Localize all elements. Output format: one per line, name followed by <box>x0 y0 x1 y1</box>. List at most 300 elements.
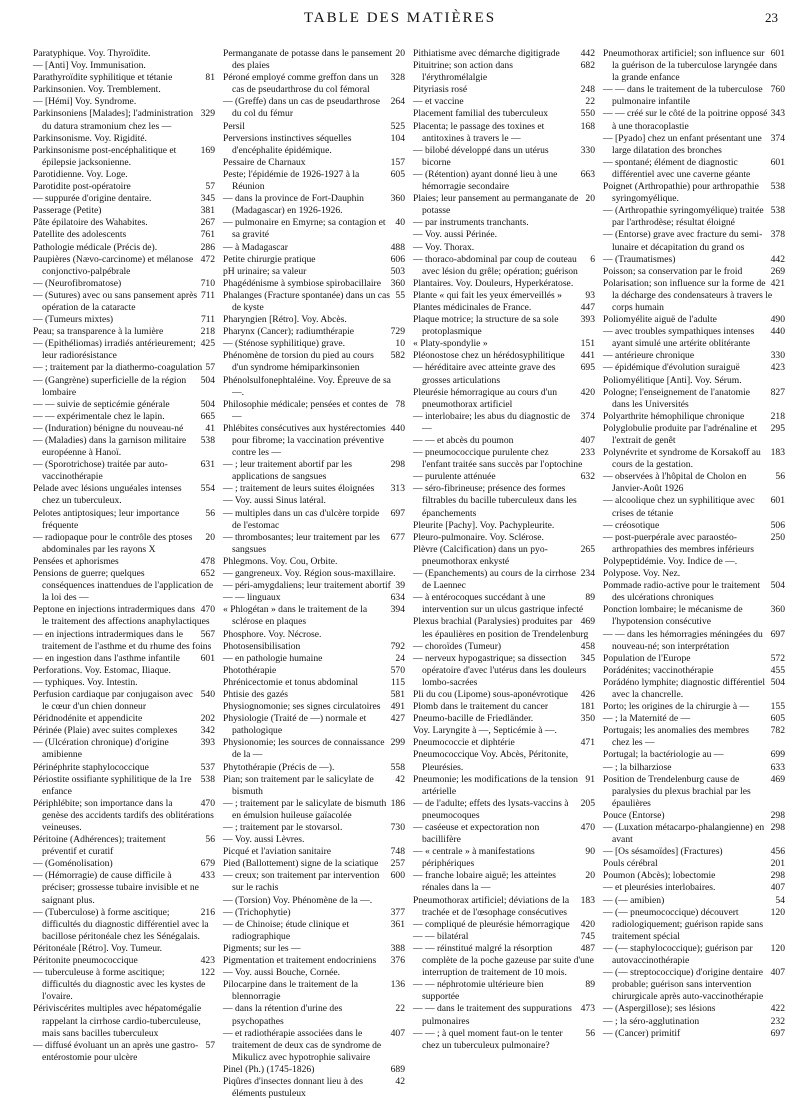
entry-text: Phénomène de torsion du pied au cours d'un syndrome hémiparkinsonien <box>223 350 374 374</box>
entry-text: Phtisie des gazés <box>223 688 289 700</box>
index-entry <box>33 181 215 193</box>
index-entry <box>33 108 215 132</box>
index-entry <box>603 701 785 713</box>
entry-text: — diffusé évoluant un an après une gastro-entérostomie pour ulcère <box>33 1039 199 1063</box>
entry-text: — avec troubles sympathiques intenses ayant simulé une artérite oblitérante <box>603 326 755 350</box>
entry-page-number: 57 <box>205 1039 215 1051</box>
index-entry <box>413 302 595 314</box>
index-entry <box>223 217 405 241</box>
entry-page-number: 374 <box>770 132 785 144</box>
entry-text: — (Induration) bénigne du nouveau-né <box>33 422 184 434</box>
index-entry <box>603 205 785 229</box>
entry-page-number: 54 <box>775 894 785 906</box>
entry-page-number: 581 <box>390 688 405 700</box>
entry-page-number: 679 <box>200 858 215 870</box>
entry-text: Polarisation; son influence sur la forme de la décharge des condensateurs à travers le corps humain <box>603 277 773 313</box>
index-entry <box>413 979 595 1003</box>
entry-text: — thoraco-abdominal par coup de couteau avec lésion du grêle; opération; guérison <box>413 253 578 277</box>
index-entry <box>413 919 595 931</box>
entry-text: — péri-amygdaliens; leur traitement abortif <box>223 580 391 592</box>
entry-text: Patellite des adolescents <box>33 229 127 241</box>
index-entry <box>223 169 405 193</box>
entry-text: Pneumothorax artificiel; son influence sur la guérison de la tuberculose laryngée dans la grande enfance <box>603 48 778 84</box>
entry-page-number: 407 <box>770 882 785 894</box>
index-entry <box>413 435 595 447</box>
index-entry <box>33 459 215 483</box>
entry-text: Physiologie (Traité de —) normale et pathologique <box>223 713 367 737</box>
entry-text: Plèvre (Calcification) dans un pyo-pneumothorax enkysté <box>413 543 548 567</box>
index-entry <box>33 217 215 229</box>
index-entry <box>33 326 215 338</box>
entry-page-number: 407 <box>770 967 785 979</box>
entry-text: — — dans le traitement de la tuberculose pulmonaire infantile <box>603 84 763 108</box>
entry-page-number: 298 <box>770 870 785 882</box>
entry-text: — Voy. aussi Bouche, Cornée. <box>223 967 341 979</box>
index-entry <box>33 483 215 507</box>
entry-text: Perversions instinctives séquelles d'encéphalite épidémique. <box>223 132 352 156</box>
index-entry <box>413 447 595 471</box>
index-entry <box>33 532 215 556</box>
index-entry <box>413 1028 595 1052</box>
entry-text: — (Rétention) ayant donné lieu à une hémorragie secondaire <box>413 168 558 193</box>
entry-text: Pharynx (Cancer); radiumthérapie <box>223 326 355 338</box>
index-entry <box>223 737 405 761</box>
index-entry <box>223 568 405 580</box>
entry-text: Passerage (Petite) <box>33 205 102 217</box>
entry-page-number: 440 <box>390 422 405 434</box>
entry-text: — bilobé développé dans un utérus bicorne <box>413 144 549 168</box>
index-entry <box>603 157 785 181</box>
index-entry <box>413 483 595 519</box>
index-entry <box>223 1028 405 1064</box>
entry-text: — à Madagascar <box>223 241 288 253</box>
entry-text: Peptone en injections intradermiques dans le traitement des affections anaphylactiques <box>33 604 210 628</box>
entry-page-number: 91 <box>585 773 595 785</box>
entry-text: — [Os sésamoïdes] (Fractures) <box>603 846 723 858</box>
entry-text: — gangreneux. Voy. Région sous-maxillaire. <box>223 568 396 580</box>
index-entry <box>603 822 785 846</box>
entry-text: Parkinsonisme. Voy. Rigidité. <box>33 132 147 144</box>
index-entry <box>413 520 595 532</box>
entry-page-number: 360 <box>390 277 405 289</box>
entry-text: Pommade radio-active pour le traitement des ulcérations chroniques <box>603 580 761 604</box>
entry-text: Pian; son traitement par le salicylate de bismuth <box>223 773 374 797</box>
entry-text: Porádénites; vaccinothérapie <box>603 664 714 676</box>
entry-page-number: 792 <box>390 640 405 652</box>
entry-text: — ; traitement par la diathermo-coagulation <box>33 362 203 374</box>
entry-text: — observées à l'hôpital de Cholon en Janvier-Août 1926 <box>603 471 747 495</box>
index-entry <box>603 1028 785 1040</box>
entry-text: — Voy. aussi Lèvres. <box>223 834 305 846</box>
index-entry <box>223 1003 405 1027</box>
index-entry <box>33 133 215 145</box>
entry-page-number: 442 <box>580 48 595 59</box>
entry-page-number: 540 <box>200 688 215 700</box>
entry-page-number: 374 <box>580 410 595 422</box>
entry-page-number: 827 <box>770 386 785 398</box>
index-entry <box>603 907 785 943</box>
entry-text: Plante « qui fait les yeux émerveillés » <box>413 289 562 301</box>
index-entry <box>223 822 405 834</box>
entry-text: — — linguaux <box>223 592 281 604</box>
entry-page-number: 329 <box>200 108 215 120</box>
entry-page-number: 423 <box>200 955 215 967</box>
entry-text: — (Maladies) dans la garnison militaire européenne à Hanoï. <box>33 435 187 459</box>
entry-page-number: 360 <box>390 193 405 205</box>
entry-page-number: 42 <box>395 773 405 785</box>
entry-text: — (Sténose syphilitique) grave. <box>223 338 346 350</box>
entry-page-number: 538 <box>200 435 215 446</box>
entry-text: — et vaccine <box>413 96 464 108</box>
entry-page-number: 426 <box>580 688 595 700</box>
entry-text: Polyarthrite hémophilique chronique <box>603 410 745 422</box>
entry-text: Portugais; les anomalies des membres chez les — <box>603 725 750 749</box>
index-entry <box>413 544 595 568</box>
index-entry <box>223 955 405 967</box>
index-entry <box>223 375 405 399</box>
entry-text: Persil <box>223 120 245 132</box>
index-entry <box>223 858 405 870</box>
entry-page-number: 120 <box>770 942 785 954</box>
entry-text: — nerveux hypogastrique; sa dissection opératoire d'avec l'utérus dans les douleurs lombo-sacrées <box>413 652 587 688</box>
entry-text: Porto; les origines de la chirurgie à — <box>603 701 750 713</box>
entry-page-number: 570 <box>390 664 405 676</box>
entry-text: Poliomyélite aiguë de l'adulte <box>603 314 717 326</box>
entry-page-number: 10 <box>395 338 405 350</box>
index-entry <box>603 362 785 374</box>
index-entry <box>413 822 595 846</box>
index-entry <box>603 520 785 532</box>
index-entry <box>33 967 215 1003</box>
entry-page-number: 361 <box>390 918 405 930</box>
entry-page-number: 343 <box>770 108 785 120</box>
entry-text: — [Anti] Voy. Immunisation. <box>33 60 146 72</box>
entry-text: Pologne; l'enseignement de l'anatomie dans les Universités <box>603 386 751 410</box>
index-columns <box>33 48 787 1100</box>
index-entry <box>603 665 785 677</box>
index-entry <box>33 568 215 604</box>
index-entry <box>603 423 785 447</box>
index-entry <box>33 870 215 906</box>
index-entry <box>413 568 595 592</box>
index-entry <box>33 774 215 798</box>
entry-text: — caséeuse et expectoration non bacillifère <box>413 822 540 846</box>
index-entry <box>223 314 405 326</box>
entry-text: Pouls cérébral <box>603 858 658 870</box>
entry-text: — (Sporotrichose) traitée par auto-vaccinothérapie <box>33 459 168 483</box>
entry-page-number: 56 <box>205 834 215 846</box>
index-entry <box>223 266 405 278</box>
entry-text: Position de Trendelenburg cause de paralysies du plexus brachial par les épaulières <box>603 773 751 809</box>
index-entry <box>223 629 405 641</box>
entry-page-number: 78 <box>395 398 405 410</box>
index-entry <box>413 314 595 338</box>
entry-text: Plantes médicinales de France. <box>413 301 532 313</box>
entry-text: Pelade avec lésions unguéales intenses chez un tuberculeux. <box>33 483 182 507</box>
entry-page-number: 205 <box>580 797 595 809</box>
index-entry <box>603 677 785 701</box>
entry-text: — — réinstitué malgré la résorption complète de la poche gazeuse par suite d'une interruption de traitement de 10 mois. <box>413 942 594 979</box>
entry-text: — (Torsion) Voy. Phénomène de la —. <box>223 894 373 906</box>
index-entry <box>223 532 405 556</box>
index-entry <box>603 580 785 604</box>
entry-page-number: 298 <box>770 809 785 821</box>
index-entry <box>33 314 215 326</box>
entry-page-number: 183 <box>770 447 785 459</box>
entry-page-number: 447 <box>580 301 595 313</box>
entry-page-number: 183 <box>580 894 595 906</box>
index-column-1 <box>33 48 215 1074</box>
entry-text: — ; leur traitement abortif par les applications de sangsues <box>223 459 352 483</box>
entry-text: Physionomie; les sources de connaissance de la — <box>223 737 385 761</box>
index-entry <box>33 629 215 653</box>
entry-text: Pigmentation et traitement endocriniens <box>223 955 377 967</box>
entry-page-number: 216 <box>200 906 215 918</box>
entry-text: — (Gangrène) superficielle de la région lombaire <box>33 374 187 398</box>
index-entry <box>413 846 595 870</box>
entry-text: — multiples dans un cas d'ulcère torpide de l'estomac <box>223 507 380 531</box>
index-entry <box>33 943 215 955</box>
index-entry <box>223 592 405 604</box>
entry-text: Poliomyélitique [Anti]. Voy. Sérum. <box>603 374 742 386</box>
entry-page-number: 488 <box>390 241 405 253</box>
entry-page-number: 342 <box>200 725 215 737</box>
entry-page-number: 93 <box>585 289 595 301</box>
index-entry <box>33 556 215 568</box>
index-entry <box>413 108 595 120</box>
entry-page-number: 269 <box>770 265 785 277</box>
entry-text: Périostite ossifiante syphilitique de la 1re enfance <box>33 773 192 797</box>
entry-text: — créosotique <box>603 519 660 531</box>
entry-text: Polyglobulie produite par l'adrénaline et l'extrait de genêt <box>603 422 758 446</box>
entry-page-number: 440 <box>770 326 785 338</box>
index-entry <box>603 870 785 882</box>
index-entry <box>33 737 215 761</box>
entry-text: Péritonéale [Rétro]. Voy. Tumeur. <box>33 942 163 954</box>
index-entry <box>603 326 785 350</box>
entry-page-number: 218 <box>770 410 785 422</box>
index-entry <box>33 84 215 96</box>
index-entry <box>223 338 405 350</box>
entry-page-number: 377 <box>390 906 405 918</box>
entry-page-number: 286 <box>200 241 215 253</box>
entry-page-number: 697 <box>770 1027 785 1039</box>
entry-page-number: 677 <box>390 531 405 543</box>
index-entry <box>223 48 405 72</box>
index-entry <box>33 96 215 108</box>
entry-page-number: 538 <box>770 205 785 217</box>
index-entry <box>223 943 405 955</box>
entry-page-number: 330 <box>770 350 785 362</box>
entry-text: Péritonite pneumococcique <box>33 955 138 967</box>
entry-page-number: 748 <box>390 846 405 858</box>
entry-page-number: 525 <box>390 120 405 132</box>
entry-text: Pigments; sur les — <box>223 942 301 954</box>
entry-page-number: 567 <box>200 628 215 640</box>
index-entry <box>223 846 405 858</box>
index-entry <box>33 338 215 362</box>
entry-page-number: 218 <box>200 326 215 338</box>
entry-text: Parathyroïdite syphilitique et tétanie <box>33 72 173 84</box>
entry-page-number: 538 <box>200 773 215 785</box>
entry-page-number: 582 <box>390 350 405 362</box>
entry-page-number: 104 <box>390 132 405 144</box>
entry-text: Phrénicectomie et tonus abdominal <box>223 676 359 688</box>
entry-page-number: 710 <box>200 277 215 289</box>
entry-text: — — dans les hémorragies méningées du nouveau-né; son interprétation <box>603 628 763 652</box>
entry-page-number: 57 <box>205 181 215 193</box>
index-entry <box>223 326 405 338</box>
entry-page-number: 442 <box>770 253 785 265</box>
index-entry <box>223 193 405 217</box>
entry-text: — « centrale » à manifestations périphériques <box>413 846 535 870</box>
entry-page-number: 265 <box>580 543 595 555</box>
entry-text: Pâte épilatoire des Wahabites. <box>33 217 148 229</box>
index-entry <box>33 423 215 435</box>
entry-page-number: 376 <box>390 955 405 967</box>
index-entry <box>33 725 215 737</box>
entry-page-number: 298 <box>770 822 785 833</box>
index-column-4 <box>603 48 785 1074</box>
entry-page-number: 168 <box>580 120 595 132</box>
entry-text: — ; la Maternité de — <box>603 713 691 725</box>
entry-text: — dans la rétention d'urine des psychopathes <box>223 1003 343 1027</box>
entry-text: — alcoolique chez un syphilitique avec crises de tétanie <box>603 495 755 519</box>
entry-page-number: 202 <box>200 713 215 725</box>
entry-page-number: 634 <box>390 592 405 604</box>
entry-text: — (Luxation métacarpo-phalangienne) en avant <box>603 822 765 846</box>
index-entry <box>603 254 785 266</box>
entry-text: — choroïdes (Tumeur) <box>413 640 502 652</box>
entry-text: — épidémique d'évolution suraiguë <box>603 362 740 374</box>
entry-text: Parkinsoniens [Malades]; l'administration du datura stramonium chez les — <box>33 108 193 132</box>
entry-text: — de Chinoise; étude clinique et radiographique <box>223 918 350 942</box>
index-entry <box>603 314 785 326</box>
entry-text: Phlébites consécutives aux hystérectomies pour fibrome; la vaccination préventive contre les — <box>223 422 386 459</box>
entry-text: Peste; l'épidémie de 1926-1927 à la Réunion <box>223 168 360 193</box>
entry-text: — et pleurésies interlobaires. <box>603 882 716 894</box>
entry-text: Pelotes antiptosiques; leur importance fréquente <box>33 507 180 531</box>
index-entry <box>33 508 215 532</box>
entry-page-number: 89 <box>585 592 595 604</box>
index-entry <box>223 604 405 628</box>
entry-page-number: 697 <box>770 628 785 640</box>
entry-page-number: 330 <box>580 144 595 156</box>
index-entry <box>223 979 405 1003</box>
entry-text: — — bilatéral <box>413 930 469 942</box>
entry-text: — [Hémi] Voy. Syndrome. <box>33 96 137 108</box>
entry-text: Peau; sa transparence à la lumière <box>33 326 164 338</box>
entry-text: Poumon (Abcès); lobectomie <box>603 870 716 882</box>
entry-page-number: 56 <box>775 471 785 483</box>
index-entry <box>413 121 595 145</box>
entry-page-number: 90 <box>585 846 595 858</box>
entry-page-number: 504 <box>770 676 785 688</box>
entry-page-number: 350 <box>580 713 595 725</box>
entry-page-number: 136 <box>390 979 405 991</box>
entry-text: Parkinsonisme post-encéphalitique et épilepsie jacksonienne. <box>33 144 177 168</box>
index-entry <box>413 350 595 362</box>
entry-text: Pied (Ballottement) signe de la sciatique <box>223 858 379 870</box>
index-entry <box>413 278 595 290</box>
index-entry <box>413 532 595 544</box>
entry-page-number: 689 <box>390 1063 405 1075</box>
entry-page-number: 456 <box>770 846 785 858</box>
entry-page-number: 490 <box>770 314 785 326</box>
entry-page-number: 186 <box>390 797 405 809</box>
entry-text: — Voy. aussi Périnée. <box>413 229 498 241</box>
index-entry <box>603 1003 785 1015</box>
entry-text: — (— streptococcique) d'origine dentaire probable; guérison sans intervention chirurgicale après auto-vaccinothérapie <box>603 967 764 1003</box>
entry-page-number: 601 <box>770 156 785 168</box>
entry-page-number: 471 <box>580 737 595 749</box>
entry-page-number: 745 <box>580 930 595 942</box>
index-entry <box>413 84 595 96</box>
page-number: 23 <box>765 10 778 25</box>
entry-text: Pneumococcie et diphtérie <box>413 737 515 749</box>
entry-page-number: 695 <box>580 362 595 374</box>
entry-page-number: 89 <box>585 979 595 991</box>
entry-page-number: 248 <box>580 84 595 96</box>
index-entry <box>413 96 595 108</box>
index-entry <box>33 60 215 72</box>
entry-text: Piqûres d'insectes donnant lieu à des éléments pustuleux <box>223 1075 364 1100</box>
index-entry <box>603 181 785 205</box>
index-entry <box>413 145 595 169</box>
entry-page-number: 491 <box>390 701 405 713</box>
index-entry <box>413 242 595 254</box>
entry-text: Plexus brachial (Paralysies) produites par les épaulières en position de Trendelenburg <box>413 616 589 640</box>
index-entry <box>603 411 785 423</box>
index-entry <box>603 447 785 471</box>
entry-page-number: 631 <box>200 459 215 471</box>
index-entry <box>603 604 785 628</box>
entry-text: — pulmonaire en Emyrne; sa contagion et sa gravité <box>223 217 386 241</box>
entry-text: — purulente atténuée <box>413 471 496 483</box>
entry-text: Permanganate de potasse dans le pansement des plaies <box>223 48 393 72</box>
entry-text: Phalanges (Fracture spontanée) dans un cas de kyste <box>223 289 391 313</box>
entry-text: pH urinaire; sa valeur <box>223 265 307 277</box>
page-title: TABLE DES MATIÈRES <box>303 10 497 26</box>
index-entry <box>603 387 785 411</box>
entry-page-number: 6 <box>590 253 595 265</box>
index-entry <box>223 762 405 774</box>
index-entry <box>603 810 785 822</box>
entry-page-number: 503 <box>390 265 405 277</box>
index-entry <box>33 762 215 774</box>
index-entry <box>223 290 405 314</box>
index-entry <box>603 350 785 362</box>
entry-page-number: 407 <box>390 1027 405 1039</box>
index-entry <box>223 242 405 254</box>
index-entry <box>413 290 595 302</box>
index-entry <box>33 604 215 628</box>
entry-page-number: 267 <box>200 217 215 229</box>
index-entry <box>223 580 405 592</box>
entry-text: Polynévrite et syndrome de Korsakoff au cours de la gestation. <box>603 447 761 471</box>
index-entry <box>223 459 405 483</box>
entry-page-number: 181 <box>580 701 595 713</box>
entry-page-number: 422 <box>770 1003 785 1015</box>
entry-page-number: 423 <box>770 362 785 374</box>
index-entry <box>603 375 785 387</box>
entry-text: — Voy. aussi Sinus latéral. <box>223 495 326 507</box>
index-entry <box>223 870 405 894</box>
entry-text: — (— staphylococcique); guérison par autovaccinothérapie <box>603 942 753 967</box>
entry-text: Pensées et aphorismes <box>33 555 119 567</box>
entry-page-number: 455 <box>770 664 785 676</box>
entry-page-number: 652 <box>200 568 215 580</box>
